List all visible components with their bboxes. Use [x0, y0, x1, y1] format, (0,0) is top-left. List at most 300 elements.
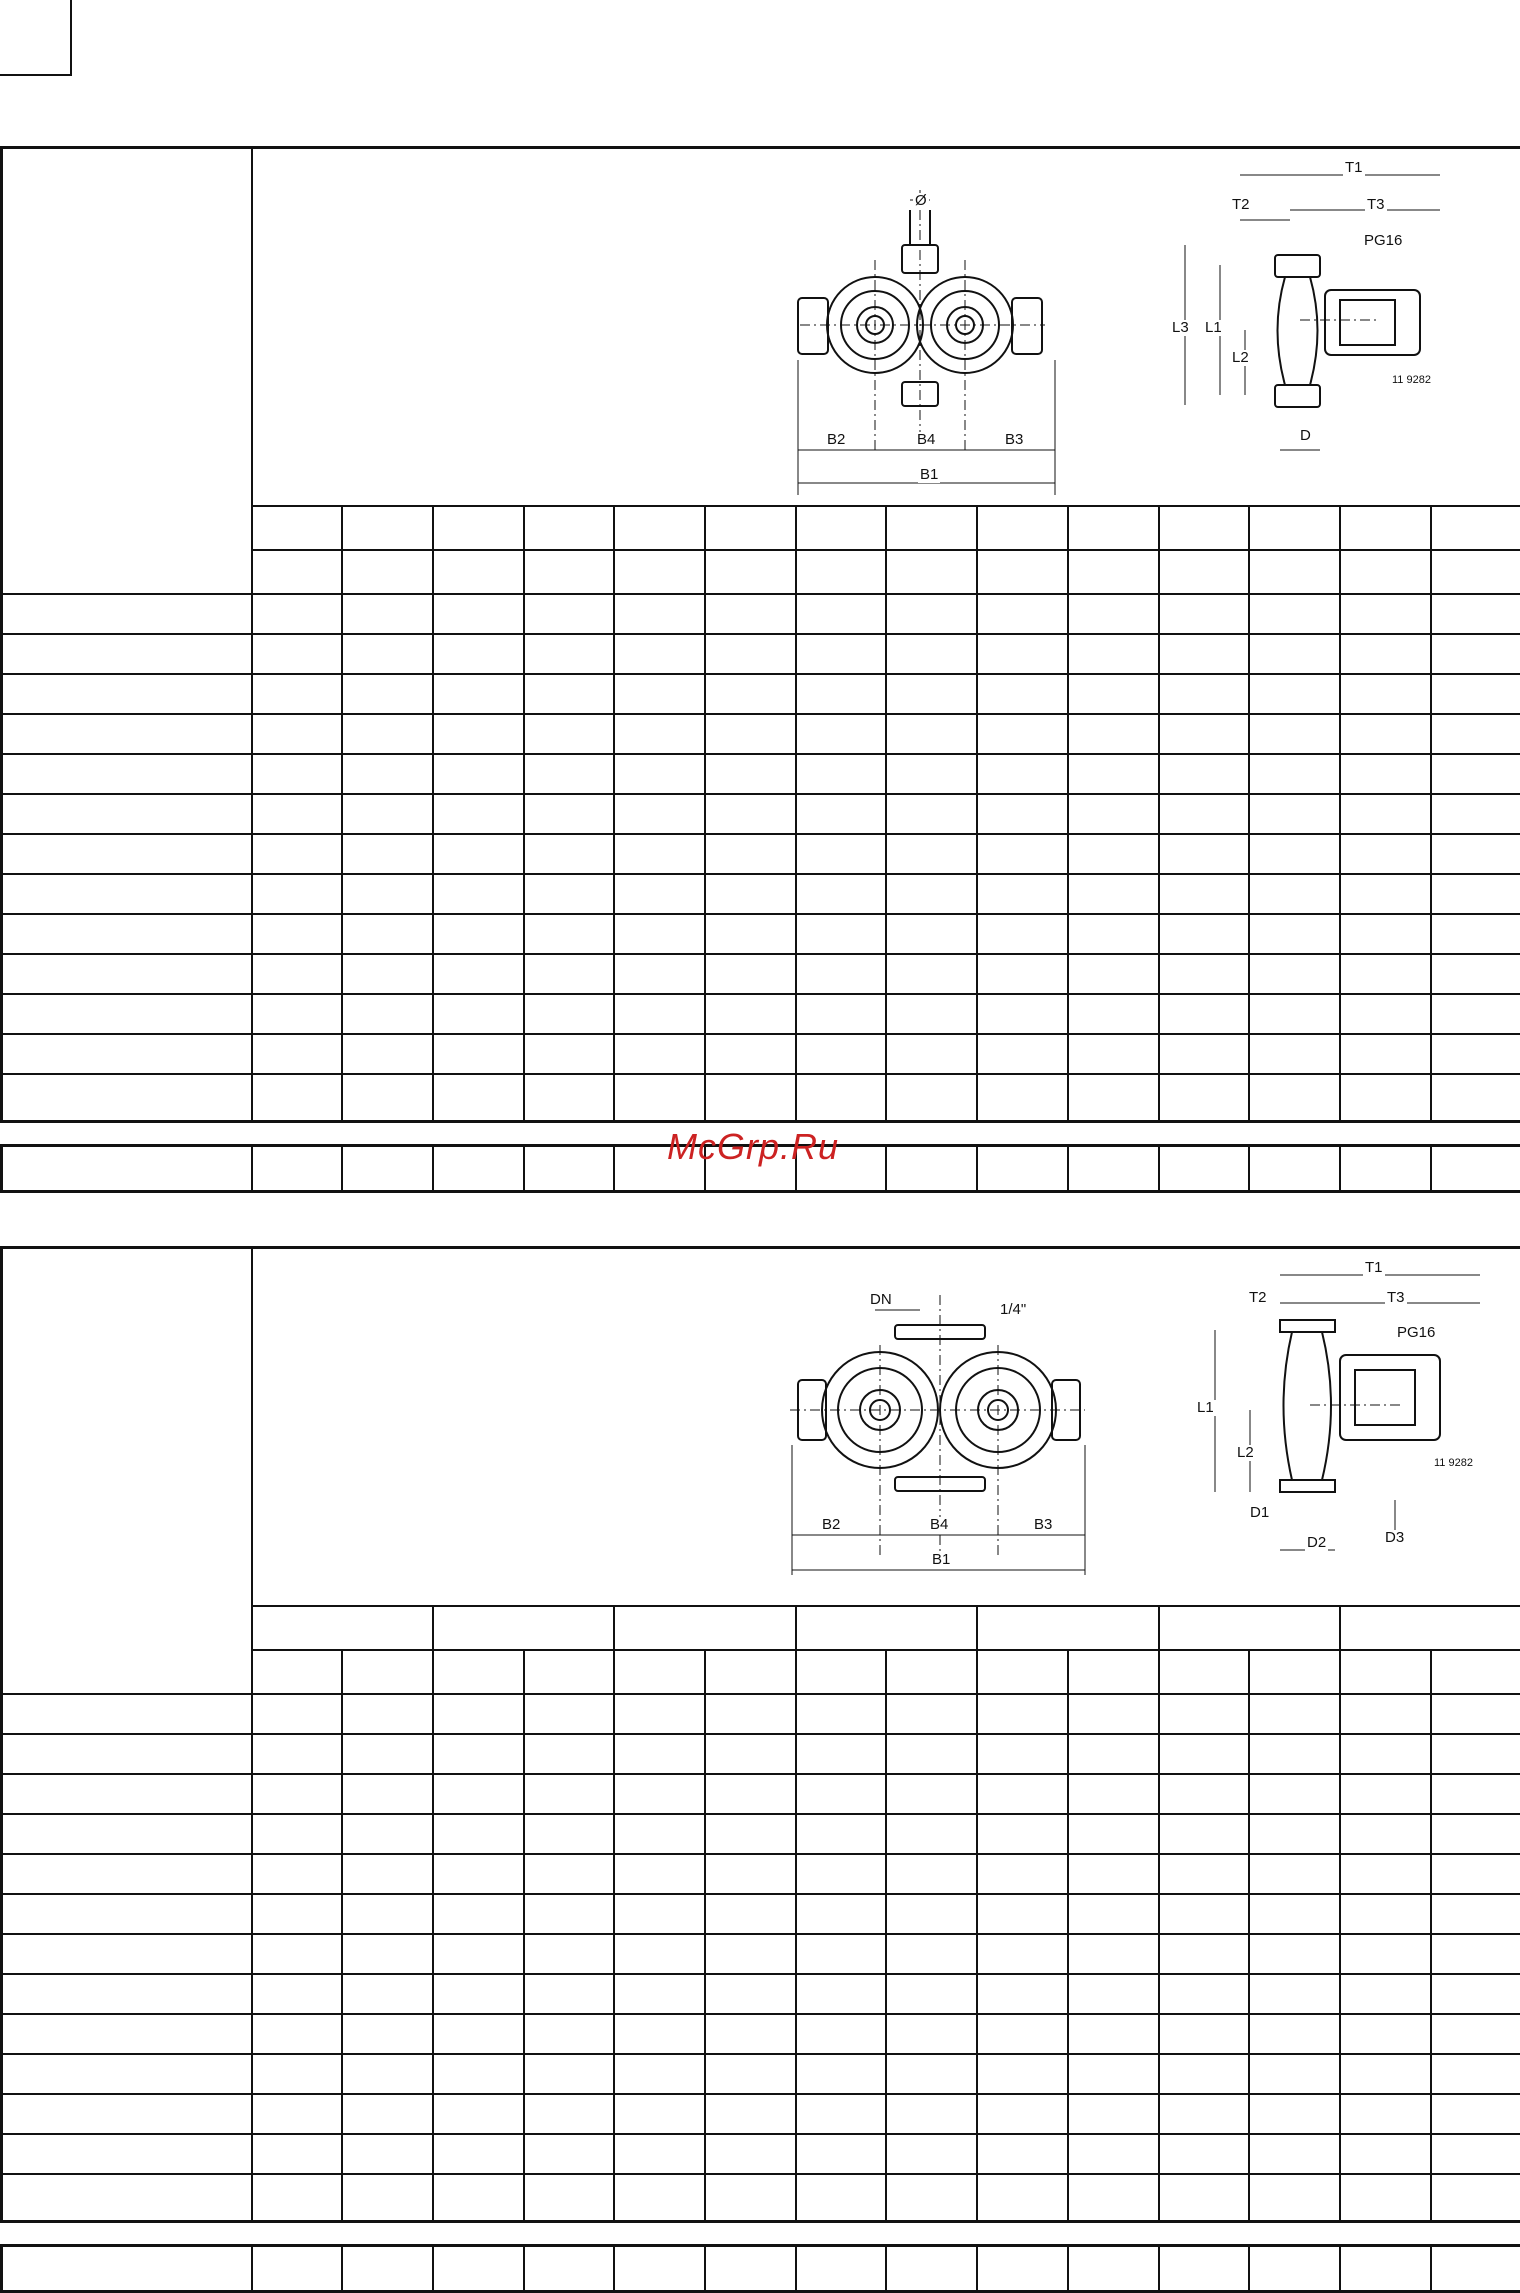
table-cell [524, 1694, 615, 1734]
table-cell [524, 714, 615, 754]
table-cell [614, 914, 705, 954]
table-cell [796, 1894, 887, 1934]
table-cell [977, 1814, 1068, 1854]
header-cell [342, 1650, 433, 1694]
header-cell [1068, 550, 1159, 594]
table-cell [1159, 1894, 1250, 1934]
table-cell [433, 1974, 524, 2014]
table-cell [342, 914, 433, 954]
label-d2: D2 [1305, 1535, 1328, 1551]
table-cell [252, 794, 343, 834]
table-cell [886, 1146, 977, 1192]
table-row [2, 1854, 1520, 1894]
table-cell [1159, 1854, 1250, 1894]
table-cell [705, 754, 796, 794]
table-cell [705, 794, 796, 834]
row-label-cell [2, 874, 252, 914]
table-cell [524, 1734, 615, 1774]
table-cell [977, 2246, 1068, 2292]
table-cell [1340, 754, 1431, 794]
table-cell [1068, 2246, 1159, 2292]
header-cell [886, 1650, 977, 1694]
header-cell [796, 1650, 887, 1694]
table-cell [796, 594, 887, 634]
table-cell [614, 794, 705, 834]
table-cell [796, 1074, 887, 1122]
table-cell [1249, 594, 1340, 634]
table-cell [886, 994, 977, 1034]
table-cell [614, 634, 705, 674]
table-cell [1068, 1694, 1159, 1734]
table-cell [252, 754, 343, 794]
table-cell [1340, 1734, 1431, 1774]
label-column [2, 148, 252, 594]
table-row [2, 674, 1520, 714]
header-cell [1340, 1650, 1431, 1694]
table-cell [342, 2054, 433, 2094]
table-cell [1340, 2094, 1431, 2134]
row-label-cell [2, 634, 252, 674]
header-cell [705, 550, 796, 594]
table-cell [1340, 1034, 1431, 1074]
table-cell [433, 874, 524, 914]
table-cell [977, 634, 1068, 674]
table-cell [1159, 1974, 1250, 2014]
table-cell [433, 674, 524, 714]
table-cell [1431, 1894, 1520, 1934]
table-cell [705, 1894, 796, 1934]
table-cell [1249, 1814, 1340, 1854]
table-cell [342, 1734, 433, 1774]
table-cell [1431, 874, 1520, 914]
table-cell [705, 1774, 796, 1814]
label-column [2, 1248, 252, 1694]
table-cell [705, 874, 796, 914]
table-cell [796, 834, 887, 874]
table-row [2, 834, 1520, 874]
label-t2: T2 [1247, 1290, 1269, 1306]
table-cell [1249, 1146, 1340, 1192]
table-cell [886, 914, 977, 954]
table-cell [1159, 674, 1250, 714]
table-cell [705, 2014, 796, 2054]
table-cell [1159, 2246, 1250, 2292]
table-cell [705, 594, 796, 634]
table-cell [886, 834, 977, 874]
table-cell [1431, 594, 1520, 634]
table-cell [1249, 634, 1340, 674]
table-row [2, 914, 1520, 954]
table-row [2, 2054, 1520, 2094]
table-cell [705, 2054, 796, 2094]
table-cell [705, 674, 796, 714]
label-l2: L2 [1235, 1445, 1256, 1461]
table-row [2, 1774, 1520, 1814]
table-cell [796, 1974, 887, 2014]
table-cell [705, 2134, 796, 2174]
row-label-cell [2, 714, 252, 754]
table-cell [796, 1774, 887, 1814]
table-cell [1159, 2094, 1250, 2134]
table-cell [1249, 754, 1340, 794]
table-cell [1068, 2134, 1159, 2174]
table-cell [796, 634, 887, 674]
table-cell [1068, 1814, 1159, 1854]
header-cell [796, 1606, 977, 1650]
header-cell [1340, 506, 1431, 550]
label-l1: L1 [1195, 1400, 1216, 1416]
table-cell [1431, 634, 1520, 674]
label-l1: L1 [1203, 320, 1224, 336]
label-b2: B2 [825, 432, 847, 448]
table-cell [886, 2134, 977, 2174]
table-cell [796, 2246, 887, 2292]
row-label-cell [2, 794, 252, 834]
table-cell [886, 714, 977, 754]
table-cell [342, 2094, 433, 2134]
table-cell [614, 2054, 705, 2094]
table-cell [342, 1934, 433, 1974]
table-cell [1340, 794, 1431, 834]
header-cell [1159, 1650, 1250, 1694]
table-cell [886, 1854, 977, 1894]
table-cell [1159, 714, 1250, 754]
table-row [2, 714, 1520, 754]
table-cell [977, 954, 1068, 994]
table-cell [342, 834, 433, 874]
table-cell [1340, 2054, 1431, 2094]
header-cell [614, 1650, 705, 1694]
table-cell [1431, 674, 1520, 714]
table-cell [705, 1814, 796, 1854]
table-cell [524, 2094, 615, 2134]
table-cell [1431, 2174, 1520, 2222]
table-cell [705, 994, 796, 1034]
table-cell [433, 1854, 524, 1894]
table-cell [524, 2014, 615, 2054]
table-cell [796, 954, 887, 994]
table-cell [614, 1034, 705, 1074]
table-cell [342, 1814, 433, 1854]
table-cell [1340, 1694, 1431, 1734]
table-cell [1249, 994, 1340, 1034]
table-cell [705, 2174, 796, 2222]
table-cell [252, 1774, 343, 1814]
table-cell [796, 2174, 887, 2222]
table-row [2, 2014, 1520, 2054]
row-label-cell [2, 914, 252, 954]
table-cell [1159, 1146, 1250, 1192]
table-cell [524, 994, 615, 1034]
table-cell [433, 754, 524, 794]
table-cell [342, 2174, 433, 2222]
table-cell [796, 714, 887, 754]
table-cell [1249, 1734, 1340, 1774]
table-cell [433, 2054, 524, 2094]
table-cell [886, 1934, 977, 1974]
label-b1: B1 [930, 1552, 952, 1568]
table-cell [977, 2094, 1068, 2134]
table-cell [433, 1734, 524, 1774]
table-cell [433, 634, 524, 674]
table-cell [1068, 1146, 1159, 1192]
table-cell [1431, 1146, 1520, 1192]
table-cell [614, 2174, 705, 2222]
header-cell [252, 1650, 343, 1694]
table-cell [796, 754, 887, 794]
table-cell [1159, 834, 1250, 874]
table-cell [1159, 1774, 1250, 1814]
table-cell [705, 1694, 796, 1734]
table-cell [342, 1694, 433, 1734]
label-t1: T1 [1363, 1260, 1385, 1276]
table-cell [614, 1894, 705, 1934]
table-cell [342, 954, 433, 994]
table-cell [252, 2014, 343, 2054]
table-row [2, 1734, 1520, 1774]
header-cell [1068, 506, 1159, 550]
table-cell [1431, 1074, 1520, 1122]
table-cell [977, 2174, 1068, 2222]
row-label-cell [2, 1034, 252, 1074]
table-cell [614, 1074, 705, 1122]
table-cell [886, 2094, 977, 2134]
pump-drawing-threaded [780, 150, 1500, 495]
table-cell [1159, 994, 1250, 1034]
table-cell [1159, 1074, 1250, 1122]
table-cell [614, 2246, 705, 2292]
table-cell [796, 2014, 887, 2054]
table-cell [1431, 1734, 1520, 1774]
table-cell [796, 914, 887, 954]
table-cell [886, 594, 977, 634]
table-cell [705, 834, 796, 874]
table-cell [1068, 1854, 1159, 1894]
table-cell [524, 834, 615, 874]
label-b1: B1 [918, 467, 940, 483]
label-d3: D3 [1383, 1530, 1406, 1546]
table-cell [1159, 2174, 1250, 2222]
table-cell [1431, 1034, 1520, 1074]
table-cell [433, 954, 524, 994]
table-cell [1068, 1734, 1159, 1774]
table-cell [886, 1034, 977, 1074]
table-cell [524, 1034, 615, 1074]
header-cell [342, 506, 433, 550]
table-cell [1340, 2246, 1431, 2292]
table-cell [886, 1974, 977, 2014]
table-cell [433, 1894, 524, 1934]
row-label-cell [2, 754, 252, 794]
header-cell [1431, 506, 1520, 550]
row-label-cell [2, 994, 252, 1034]
table-cell [524, 634, 615, 674]
table-cell [1340, 594, 1431, 634]
table-cell [252, 874, 343, 914]
table-cell [886, 1074, 977, 1122]
watermark: McGrp.Ru [667, 1126, 839, 1168]
table-cell [252, 1814, 343, 1854]
table-cell [524, 594, 615, 634]
table-cell [705, 1854, 796, 1894]
table-cell [342, 674, 433, 714]
table-cell [1340, 634, 1431, 674]
row-label-cell [2, 1974, 252, 2014]
table-cell [977, 994, 1068, 1034]
table-cell [433, 1694, 524, 1734]
table-cell [614, 1694, 705, 1734]
table-cell [252, 1854, 343, 1894]
table-cell [1431, 2054, 1520, 2094]
table-cell [614, 1854, 705, 1894]
table-cell [614, 594, 705, 634]
table-cell [1431, 2014, 1520, 2054]
table-row [2, 594, 1520, 634]
header-cell [796, 550, 887, 594]
table-cell [977, 2054, 1068, 2094]
table-cell [796, 1814, 887, 1854]
table-cell [977, 2014, 1068, 2054]
table-cell [252, 2246, 343, 2292]
table-cell [524, 914, 615, 954]
row-label-cell [2, 2094, 252, 2134]
table-cell [524, 1146, 615, 1192]
table-cell [796, 794, 887, 834]
header-cell [524, 550, 615, 594]
table-cell [1068, 2014, 1159, 2054]
table-cell [886, 674, 977, 714]
table-cell [1249, 1934, 1340, 1974]
header-cell [977, 1650, 1068, 1694]
summary-row-table-2 [0, 2244, 1520, 2293]
label-d: D [1298, 428, 1313, 444]
table-cell [1431, 2134, 1520, 2174]
table-cell [252, 674, 343, 714]
row-label-cell [2, 1074, 252, 1122]
header-cell [796, 506, 887, 550]
header-cell [1249, 506, 1340, 550]
table-cell [252, 994, 343, 1034]
table-cell [433, 914, 524, 954]
table-cell [1159, 2134, 1250, 2174]
table-cell [977, 874, 1068, 914]
table-cell [1431, 2246, 1520, 2292]
table-cell [342, 2134, 433, 2174]
table-cell [1431, 1774, 1520, 1814]
table-cell [433, 794, 524, 834]
table-cell [886, 2014, 977, 2054]
table-cell [886, 2246, 977, 2292]
table-cell [252, 2134, 343, 2174]
header-cell [614, 550, 705, 594]
table-row [2, 1934, 1520, 1974]
table-cell [886, 1694, 977, 1734]
table-cell [252, 2054, 343, 2094]
header-cell [886, 550, 977, 594]
row-label-cell [2, 1694, 252, 1734]
table-cell [433, 994, 524, 1034]
table-cell [886, 754, 977, 794]
table-cell [524, 794, 615, 834]
table-cell [1340, 1934, 1431, 1974]
table-cell [524, 874, 615, 914]
row-label-cell [2, 834, 252, 874]
table-cell [1340, 1854, 1431, 1894]
table-cell [433, 2174, 524, 2222]
table-cell [1431, 994, 1520, 1034]
table-cell [705, 714, 796, 754]
label-b4: B4 [928, 1517, 950, 1533]
table-cell [252, 714, 343, 754]
table-cell [1249, 674, 1340, 714]
row-label-cell [2, 2134, 252, 2174]
table-cell [1249, 2134, 1340, 2174]
table-row [2, 2174, 1520, 2222]
table-row [2, 1974, 1520, 2014]
table-cell [1068, 1074, 1159, 1122]
row-label-cell [2, 1854, 252, 1894]
table-cell [1249, 2246, 1340, 2292]
label-t3: T3 [1385, 1290, 1407, 1306]
table-cell [614, 954, 705, 994]
table-cell [524, 674, 615, 714]
table-cell [1431, 794, 1520, 834]
table-cell [1340, 834, 1431, 874]
table-cell [252, 1146, 343, 1192]
table-cell [1340, 2134, 1431, 2174]
table-cell [524, 2134, 615, 2174]
table-cell [342, 1974, 433, 2014]
table-cell [1431, 754, 1520, 794]
header-cell [342, 550, 433, 594]
table-row [2, 1894, 1520, 1934]
table-cell [977, 1146, 1068, 1192]
label-t2: T2 [1230, 197, 1252, 213]
table-row [2, 1694, 1520, 1734]
table-cell [705, 1034, 796, 1074]
table-cell [1249, 794, 1340, 834]
table-cell [1340, 954, 1431, 994]
table-cell [705, 914, 796, 954]
table-cell [614, 674, 705, 714]
table-cell [252, 1934, 343, 1974]
table-cell [977, 834, 1068, 874]
table-cell [977, 594, 1068, 634]
table-cell [705, 1934, 796, 1974]
table-cell [1340, 2174, 1431, 2222]
table-cell [796, 1734, 887, 1774]
row-label-cell [2, 1814, 252, 1854]
table-row [2, 634, 1520, 674]
table-cell [1340, 994, 1431, 1034]
table-cell [1249, 2094, 1340, 2134]
table-cell [1249, 834, 1340, 874]
table-row [2, 754, 1520, 794]
table-row [2, 1034, 1520, 1074]
header-cell [614, 1606, 795, 1650]
table-cell [1249, 914, 1340, 954]
header-cell [1068, 1650, 1159, 1694]
table-cell [433, 1146, 524, 1192]
table-cell [252, 834, 343, 874]
label-pg16: PG16 [1362, 233, 1404, 249]
header-cell [886, 506, 977, 550]
table-cell [614, 2014, 705, 2054]
table-cell [342, 1146, 433, 1192]
header-cell [433, 1606, 614, 1650]
label-l3: L3 [1170, 320, 1191, 336]
table-cell [705, 2246, 796, 2292]
